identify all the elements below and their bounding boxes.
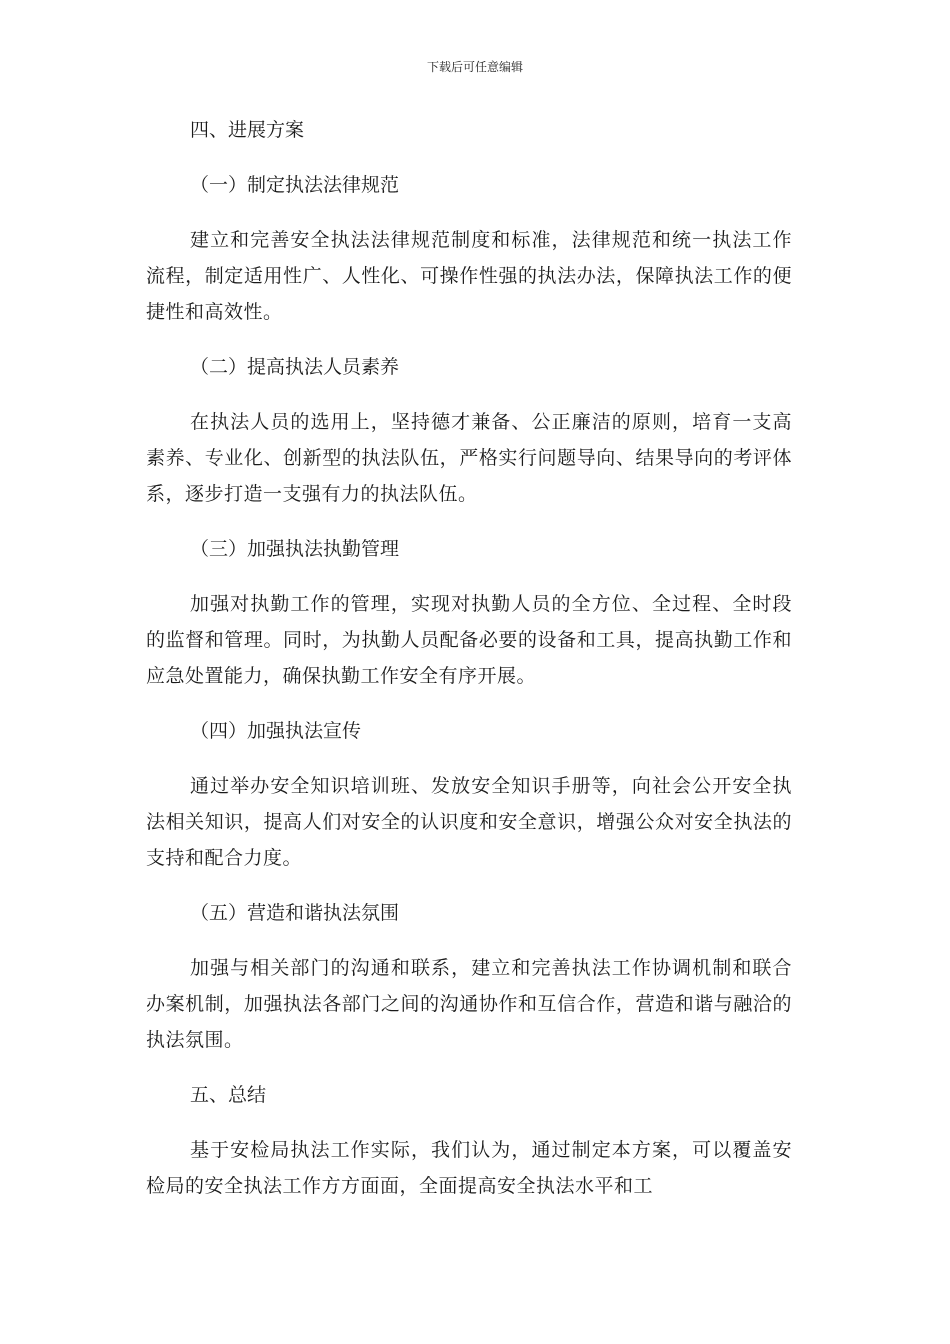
section-heading-summary: 五、总结 xyxy=(190,1084,267,1106)
subheading-5: （五）营造和谐执法氛围 xyxy=(190,902,400,924)
paragraph-3: 加强对执勤工作的管理，实现对执勤人员的全方位、全过程、全时段的监督和管理。同时，为执勤人员配备必要的设备和工具，提高执勤工作和应急处置能力，确保执勤工作安全有序开展。 xyxy=(146,593,792,687)
paragraph-6: 基于安检局执法工作实际，我们认为，通过制定本方案，可以覆盖安检局的安全执法工作方方面面，全面提高安全执法水平和工 xyxy=(146,1139,792,1197)
document-body xyxy=(146,112,792,1223)
subheading-1: （一）制定执法法律规范 xyxy=(190,174,400,196)
subheading-2: （二）提高执法人员素养 xyxy=(190,356,400,378)
paragraph-1: 建立和完善安全执法法律规范制度和标准，法律规范和统一执法工作流程，制定适用性广、人性化、可操作性强的执法办法，保障执法工作的便捷性和高效性。 xyxy=(146,229,792,323)
section-heading-progress-plan: 四、进展方案 xyxy=(190,119,305,141)
paragraph-2: 在执法人员的选用上，坚持德才兼备、公正廉洁的原则，培育一支高素养、专业化、创新型的执法队伍，严格实行问题导向、结果导向的考评体系，逐步打造一支强有力的执法队伍。 xyxy=(146,411,792,505)
subheading-4: （四）加强执法宣传 xyxy=(190,720,362,742)
subheading-3: （三）加强执法执勤管理 xyxy=(190,538,400,560)
page-header-note: 下载后可任意编辑 xyxy=(426,60,523,74)
paragraph-4: 通过举办安全知识培训班、发放安全知识手册等，向社会公开安全执法相关知识，提高人们对安全的认识度和安全意识，增强公众对安全执法的支持和配合力度。 xyxy=(146,775,792,869)
paragraph-5: 加强与相关部门的沟通和联系，建立和完善执法工作协调机制和联合办案机制，加强执法各部门之间的沟通协作和互信合作，营造和谐与融洽的执法氛围。 xyxy=(146,957,792,1051)
